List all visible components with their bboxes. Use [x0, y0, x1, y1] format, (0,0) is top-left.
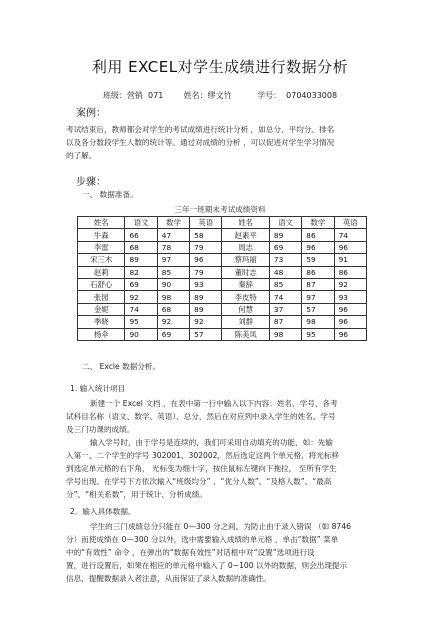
score-cell: 68	[157, 303, 189, 315]
score-cell: 96	[302, 241, 334, 253]
score-cell: 92	[190, 316, 222, 328]
table-row	[78, 303, 367, 315]
name-cell: 赵莉	[78, 266, 125, 278]
score-cell: 89	[125, 254, 157, 266]
table-row	[78, 229, 367, 241]
score-cell: 57	[302, 303, 334, 315]
name-cell: 陈美凤	[222, 328, 269, 340]
name-cell: 杨伞	[78, 328, 125, 340]
name-cell: 季晓	[78, 316, 125, 328]
score-cell: 74	[269, 291, 301, 303]
score-cell: 96	[334, 328, 366, 340]
score-cell: 98	[269, 328, 301, 340]
section-2-heading: 2．输入具体数据。	[70, 507, 136, 516]
score-cell: 90	[157, 278, 189, 290]
score-cell: 73	[269, 254, 301, 266]
paragraph-line: 分）而使成绩在 0—300 分以外，选中需要输入成绩的单元格 ，单击“数据” 菜单	[66, 535, 339, 544]
header-cell: 姓名	[78, 217, 125, 229]
table-row	[78, 291, 367, 303]
paragraph-line: 分”、“相关系数”，用于统计、分析成绩。	[66, 490, 207, 499]
score-cell: 74	[125, 303, 157, 315]
score-cell: 93	[190, 278, 222, 290]
header-cell: 英语	[190, 217, 222, 229]
paragraph-line: 及三门功课的成绩。	[66, 425, 135, 434]
score-cell: 98	[157, 291, 189, 303]
header-cell: 英语	[334, 217, 366, 229]
name-cell: 赵素平	[222, 229, 269, 241]
score-cell: 89	[269, 229, 301, 241]
score-cell: 86	[302, 266, 334, 278]
score-cell: 58	[190, 229, 222, 241]
paragraph-line: 输入学号时，由于学号是连续的，我们可采用自动填充的功能，如：先输	[90, 438, 333, 447]
table-row	[78, 316, 367, 328]
score-cell: 92	[157, 316, 189, 328]
score-cell: 79	[190, 266, 222, 278]
paragraph-line: 中的“有效性” 命令 ，在弹出的“数据有效性”对话框中对“设置”选项进行设	[66, 548, 315, 557]
case-paragraph	[66, 123, 334, 162]
score-cell: 97	[157, 254, 189, 266]
score-cell: 95	[125, 316, 157, 328]
table-row	[78, 266, 367, 278]
case-line: 以及各分数段学生人数的统计等。通过对成绩的分析 ，可以促进对学生学习情况	[66, 138, 335, 147]
section-1-paragraph	[66, 397, 339, 501]
header-cell: 数学	[302, 217, 334, 229]
score-cell: 85	[157, 266, 189, 278]
name-cell: 何慧	[222, 303, 269, 315]
paragraph-line: 学生的三门成绩总分只能在 0—300 分之间，为防止由于录入错误 （如 8746	[90, 522, 351, 531]
score-cell: 96	[190, 254, 222, 266]
name-cell: 张园	[78, 291, 125, 303]
score-cell: 91	[334, 254, 366, 266]
case-heading: 案例：	[76, 108, 106, 119]
score-cell: 96	[334, 241, 366, 253]
score-cell: 69	[125, 278, 157, 290]
paragraph-line: 信息，提醒数据录入者注意，从而保证了录入数据的准确性。	[66, 574, 272, 583]
score-cell: 74	[334, 229, 366, 241]
document-title: 利用 EXCEL对学生成绩进行数据分析	[91, 58, 349, 76]
name-cell: 蔡玛丽	[222, 254, 269, 266]
score-cell: 79	[190, 241, 222, 253]
score-cell: 69	[157, 328, 189, 340]
header-cell: 语文	[269, 217, 301, 229]
name-cell: 李皮特	[222, 291, 269, 303]
paragraph-line: 到选定单元格的右下角， 光标变为细十字，按住鼠标左键向下拖拉， 至所有学生	[66, 464, 337, 473]
score-cell: 68	[125, 241, 157, 253]
name-cell: 金妮	[78, 303, 125, 315]
score-cell: 78	[157, 241, 189, 253]
paragraph-line: 入第一、二个学生的学号 302001、302002，然后选定这两个单元格，将光标移	[66, 451, 340, 460]
score-cell: 37	[269, 303, 301, 315]
score-cell: 92	[334, 278, 366, 290]
score-cell: 89	[190, 303, 222, 315]
table-row	[78, 278, 367, 290]
header-cell: 语文	[125, 217, 157, 229]
score-cell: 59	[302, 254, 334, 266]
score-cell: 97	[302, 291, 334, 303]
case-line: 考试结束后，教师都会对学生的考试成绩进行统计分析 ，如总分、平均分、排名	[66, 125, 335, 134]
score-cell: 66	[125, 229, 157, 241]
score-cell: 69	[269, 241, 301, 253]
name-cell: 周志	[222, 241, 269, 253]
section-1-heading: 1. 输入统计项目	[70, 384, 126, 393]
score-cell: 82	[125, 266, 157, 278]
student-info-line: 班级：营销 071 姓名：缪文竹 学号： 0704033008	[102, 91, 338, 100]
name-cell: 刘群	[222, 316, 269, 328]
paragraph-line: 置，进行设置后，如果在相应的单元格中输入了 0~100 以外的数据，则会出现提示	[66, 561, 348, 570]
score-cell: 92	[125, 291, 157, 303]
paragraph-line: 新建一个 Excel 文档 ，在表中第一行中输入以下内容：姓名、学号、各考	[90, 399, 338, 408]
score-cell: 47	[157, 229, 189, 241]
table-row	[78, 254, 367, 266]
header-cell: 姓名	[222, 217, 269, 229]
table-header-row	[78, 217, 367, 229]
score-cell: 90	[125, 328, 157, 340]
section-2-paragraph	[66, 520, 351, 585]
score-cell: 48	[269, 266, 301, 278]
score-cell: 98	[302, 316, 334, 328]
score-cell: 96	[334, 316, 366, 328]
score-cell: 87	[269, 316, 301, 328]
score-cell: 93	[334, 291, 366, 303]
name-cell: 秦辞	[222, 278, 269, 290]
step-2-heading: 二、 Excle 数据分析。	[82, 362, 161, 371]
score-cell: 95	[302, 328, 334, 340]
name-cell: 董时志	[222, 266, 269, 278]
score-cell: 89	[190, 291, 222, 303]
case-line: 的了解。	[66, 151, 97, 160]
score-cell: 85	[269, 278, 301, 290]
table-row	[78, 241, 367, 253]
score-cell: 57	[190, 328, 222, 340]
table-caption: 三年一班期末考试成绩资料	[174, 205, 266, 214]
steps-heading: 步骤：	[76, 177, 106, 188]
name-cell: 石舒心	[78, 278, 125, 290]
score-cell: 96	[334, 303, 366, 315]
score-cell: 86	[302, 229, 334, 241]
header-cell: 数学	[157, 217, 189, 229]
table-row	[78, 328, 367, 340]
name-cell: 李雷	[78, 241, 125, 253]
scores-table	[77, 216, 367, 341]
paragraph-line: 学号出现。在学号下方依次输入“班级均分” 、“优分人数”、“及格人数”、“最高	[66, 477, 332, 486]
step-1-heading: 一、 数据准备。	[82, 190, 138, 199]
name-cell: 牛森	[78, 229, 125, 241]
score-cell: 87	[302, 278, 334, 290]
name-cell: 宋三木	[78, 254, 125, 266]
paragraph-line: 试科目名称（语文、数学、英语）、总分，然后在对应列中录入学生的姓名、学号	[66, 412, 336, 421]
score-cell: 86	[334, 266, 366, 278]
